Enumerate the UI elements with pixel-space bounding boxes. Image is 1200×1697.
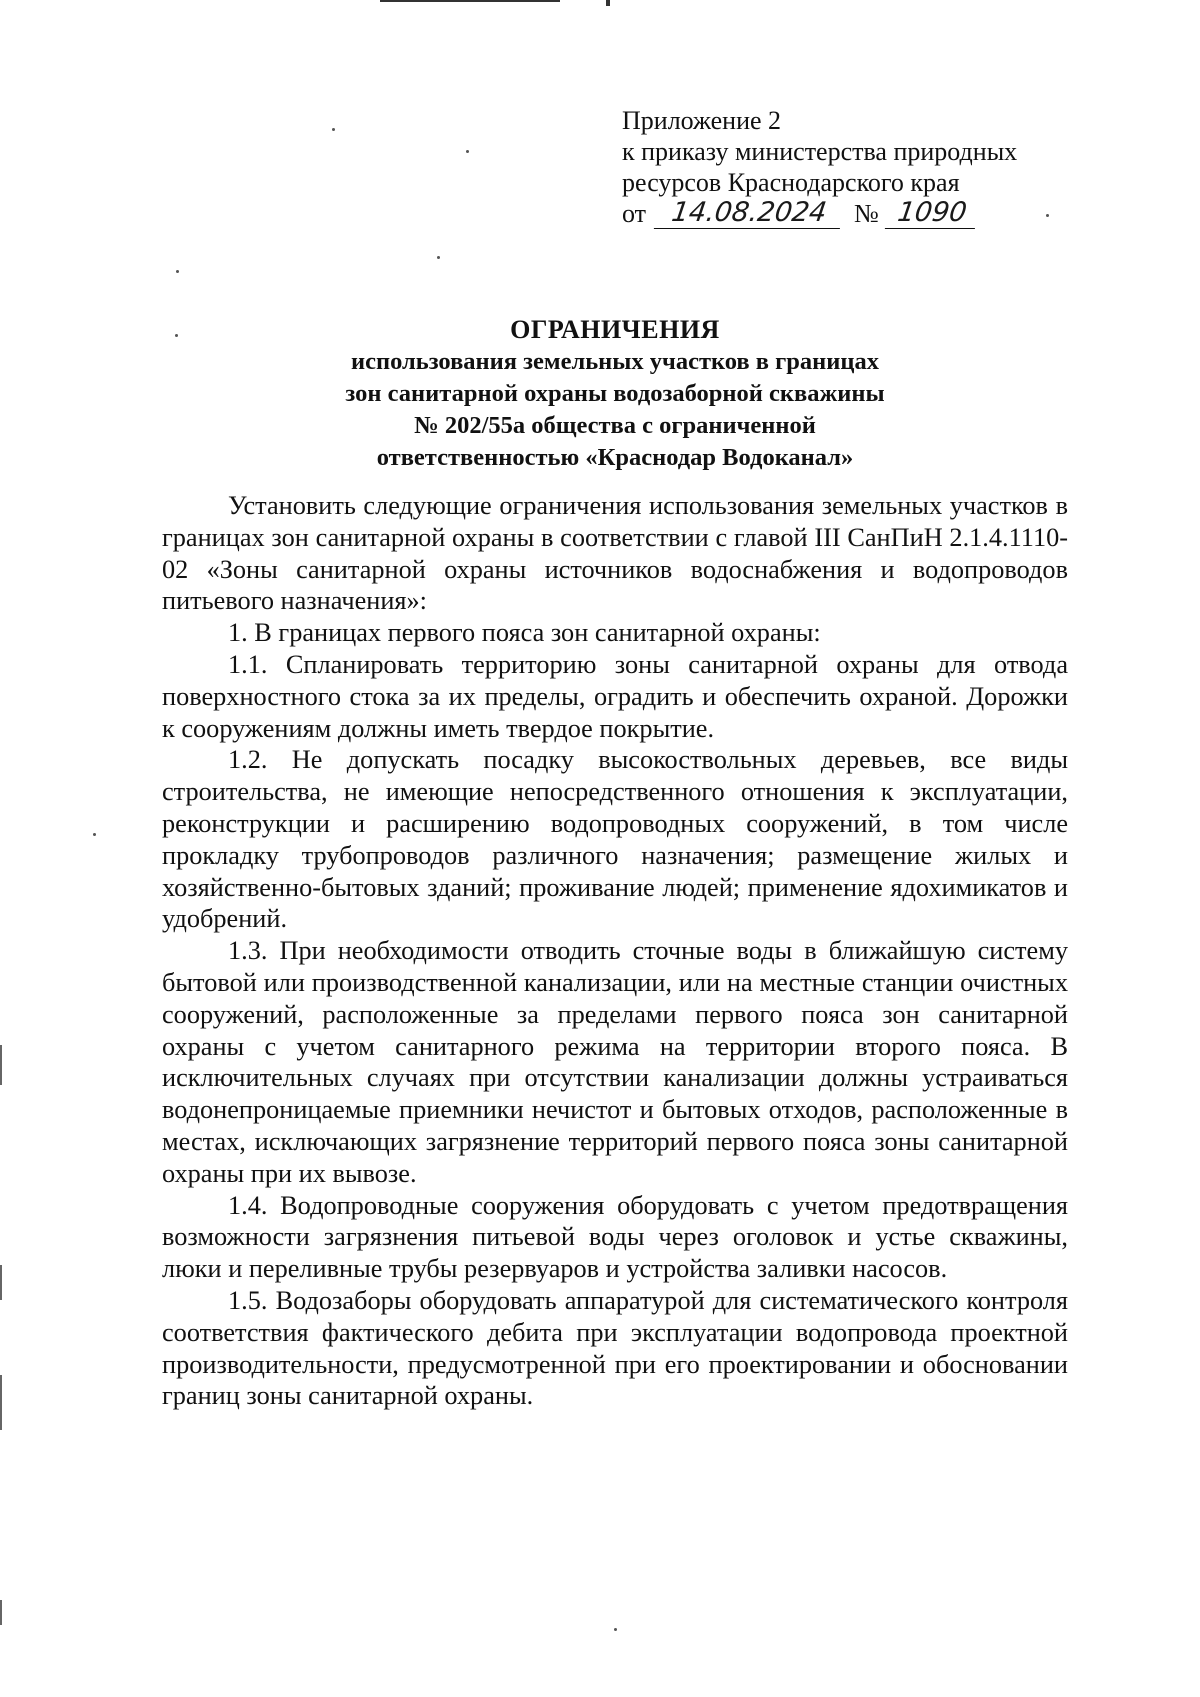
- scan-speck: [466, 150, 469, 153]
- order-date-number-row: [622, 198, 1017, 229]
- section-1-heading: 1. В границах первого пояса зон санитарной охраны:: [228, 618, 821, 648]
- handwritten-number: 1090: [885, 198, 979, 229]
- scan-top-mark: [606, 0, 610, 6]
- scan-speck: [332, 128, 335, 131]
- document-title: [160, 314, 1070, 474]
- scan-margin-mark: [0, 1265, 2, 1300]
- title-heading: ОГРАНИЧЕНИЯ: [510, 315, 720, 344]
- title-line: зон санитарной охраны водозаборной скважины: [345, 380, 885, 407]
- clause-1-1: 1.1. Спланировать территорию зоны санитарной охраны для отвода поверхностного стока за их пределы, оградить и обеспечить охраной. Дорожки к сооружениям должны иметь твердое покрытие.: [162, 649, 1068, 743]
- scan-top-rule: [380, 0, 560, 2]
- appendix-header: [622, 105, 1017, 229]
- clause-1-4: 1.4. Водопроводные сооружения оборудовать с учетом предотвращения возможности загрязнения питьевой воды через оголовок и устье скважины, люки и переливные трубы резервуаров и устройства заливки насосов.: [162, 1190, 1068, 1284]
- scan-margin-mark: [0, 1600, 2, 1625]
- scan-speck: [93, 833, 96, 836]
- document-body: [162, 490, 1068, 1412]
- clause-1-2: 1.2. Не допускать посадку высокоствольных деревьев, все виды строительства, не имеющие непосредственного отношения к эксплуатации, реконструкции и расширению водопроводных сооружений, в том числе прокладку трубопроводов различного назначения; размещение жилых и хозяйственно-бытовых зданий; проживание людей; применение ядохимикатов и удобрений.: [162, 745, 1068, 934]
- handwritten-date: 14.08.2024: [654, 198, 844, 229]
- number-sign: №: [854, 199, 879, 228]
- appendix-label: Приложение 2: [622, 106, 782, 135]
- title-line: ответственностью «Краснодар Водоканал»: [376, 444, 854, 471]
- clause-1-5: 1.5. Водозаборы оборудовать аппаратурой для систематического контроля соответствия фактического дебита при эксплуатации водопровода проектной производительности, предусмотренной при его проектировании и обосновании границ зоны санитарной охраны.: [162, 1285, 1068, 1411]
- ministry-name: ресурсов Краснодарского края: [622, 168, 960, 197]
- scan-speck: [1046, 214, 1049, 217]
- title-line: использования земельных участков в границах: [351, 348, 879, 375]
- scan-margin-mark: [0, 1045, 2, 1085]
- scan-speck: [176, 270, 179, 273]
- intro-paragraph: Установить следующие ограничения использования земельных участков в границах зон санитарной охраны в соответствии с главой III СанПиН 2.1.4.1110-02 «Зоны санитарной охраны источников водоснабжения и водопроводов питьевого назначения»:: [162, 491, 1068, 616]
- clause-1-3: 1.3. При необходимости отводить сточные воды в ближайшую систему бытовой или производственной канализации, или на местные станции очистных сооружений, расположенные за пределами первого пояса зон санитарной охраны с учетом санитарного режима на территории второго пояса. В исключительных случаях при отсутствии канализации должны устраиваться водонепроницаемые приемники нечистот и бытовых отходов, расположенные в местах, исключающих загрязнение территорий первого пояса зоны санитарной охраны при их вывозе.: [162, 936, 1068, 1188]
- scan-speck: [437, 256, 440, 259]
- scan-margin-mark: [0, 1375, 2, 1430]
- scan-speck: [614, 1628, 617, 1631]
- title-line: № 202/55а общества с ограниченной: [414, 412, 816, 439]
- from-label: от: [622, 199, 647, 228]
- order-reference: к приказу министерства природных: [622, 137, 1018, 166]
